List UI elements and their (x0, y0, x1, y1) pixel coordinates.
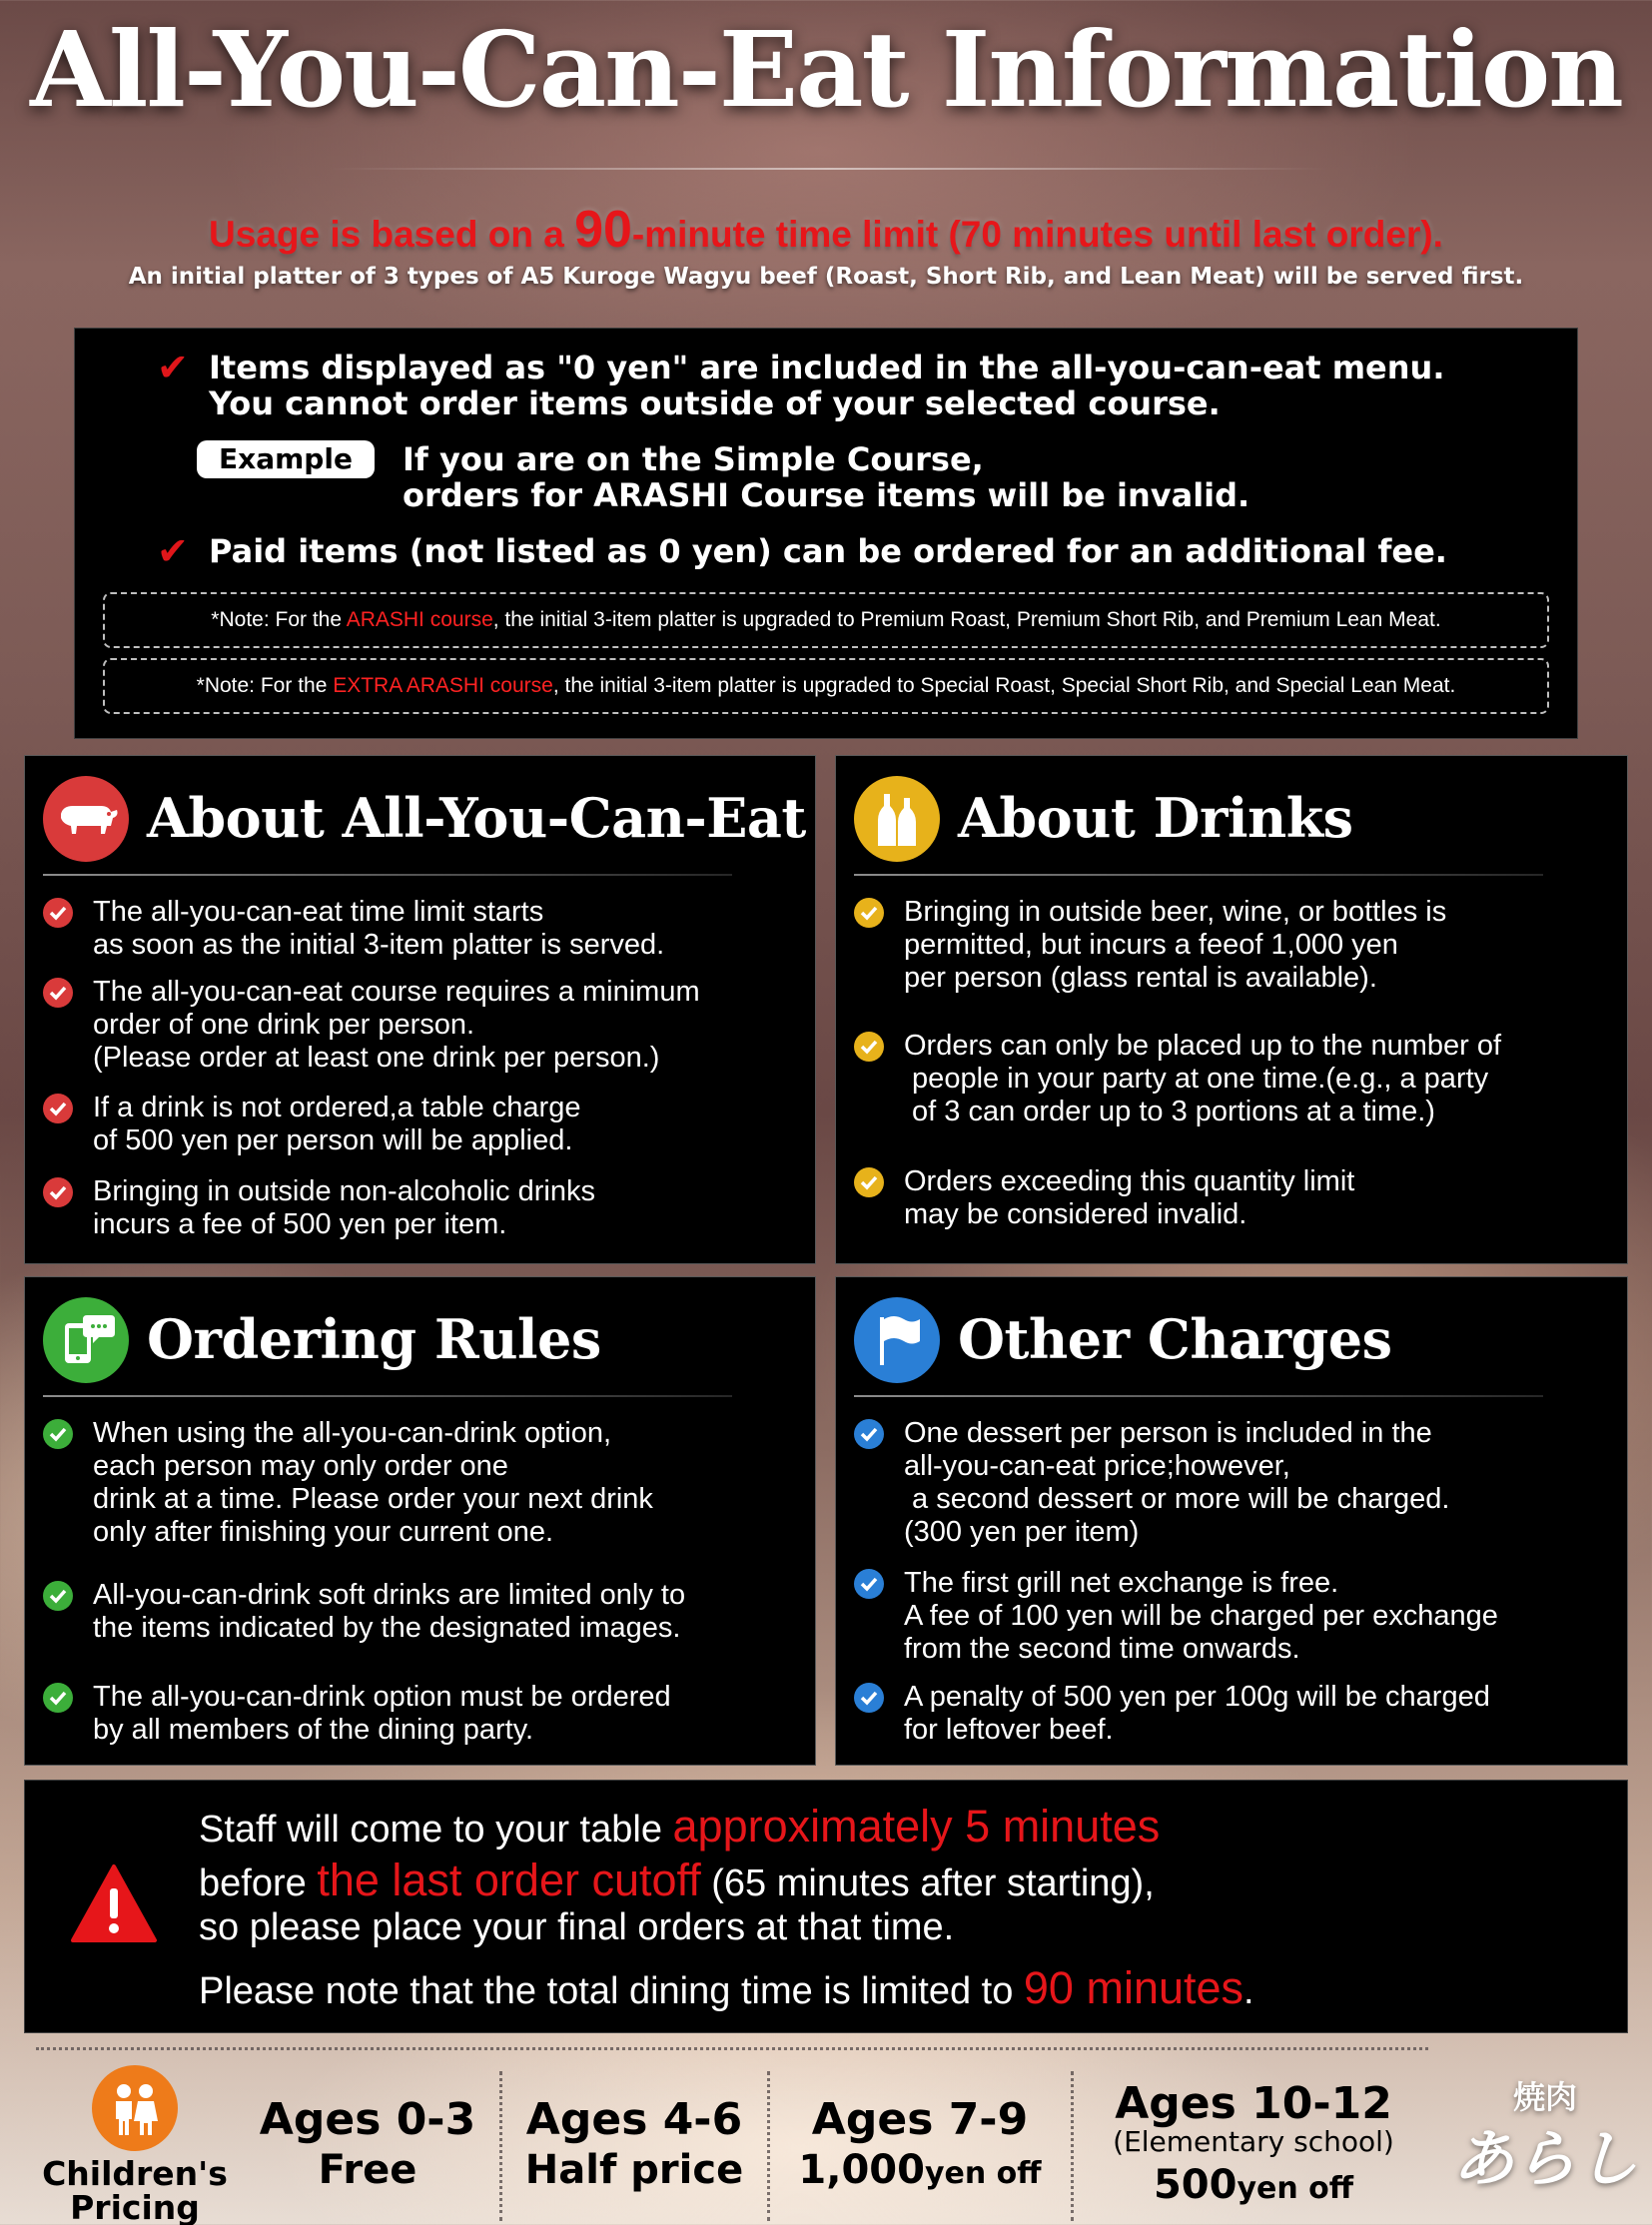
drinks-item-text: Orders can only be placed up to the number of people in your party at one time.(e.g., a party of 3 can order up to 3 portions at a time.) (904, 1030, 1502, 1127)
flag-icon (854, 1297, 940, 1383)
about-drinks-panel (835, 755, 1628, 1264)
children-icon (92, 2065, 178, 2151)
bottles-icon (854, 776, 940, 862)
tier-price-unit: yen off (924, 2156, 1042, 2191)
check-circle-icon (854, 898, 884, 928)
logo-top-text: 焼肉 (1512, 2078, 1577, 2116)
panel-title: About Drinks (958, 786, 1353, 850)
check-circle-icon (854, 1569, 884, 1599)
ordering-item-text: The all-you-can-drink option must be ordered by all members of the dining party. (93, 1681, 671, 1746)
panel-title: Other Charges (958, 1307, 1392, 1371)
warning-text: before (199, 1862, 318, 1904)
tier-price-unit: yen off (1237, 2171, 1354, 2206)
course-info-box (74, 328, 1578, 739)
ayce-item-text: If a drink is not ordered,a table charge of 500 yen per person will be applied. (93, 1092, 581, 1156)
title-divider (330, 168, 1328, 170)
column-separator (499, 2071, 502, 2221)
check-icon: ✔ (157, 529, 189, 573)
tier-price-amount: 500 (1153, 2162, 1238, 2208)
warning-highlight: 90 minutes (1023, 1962, 1244, 2013)
tier-age: Ages 7-9 (811, 2094, 1029, 2145)
check-circle-icon (854, 1683, 884, 1713)
warning-text: . (1243, 1970, 1254, 2012)
warning-line-4 (199, 1962, 1254, 2014)
extra-arashi-course-note (103, 658, 1549, 714)
warning-highlight: approximately 5 minutes (672, 1801, 1161, 1852)
check-circle-icon (43, 898, 73, 928)
drinks-item-text: Bringing in outside beer, wine, or bottles is permitted, but incurs a feeof 1,000 yen per person (glass rental is available). (904, 896, 1447, 994)
check-circle-icon (43, 1581, 73, 1611)
ayce-item-text: Bringing in outside non-alcoholic drinks incurs a fee of 500 yen per item. (93, 1175, 595, 1240)
logo-main-text: あらし (1451, 2122, 1638, 2195)
ordering-item-text: When using the all-you-can-drink option, each person may only order one drink at a time. Please order your next drink only after finishing your current one. (93, 1417, 653, 1548)
example-tag: Example (197, 440, 375, 478)
tier-note: (Elementary school) (1113, 2125, 1394, 2158)
cow-icon (43, 776, 129, 862)
drinks-item-text: Orders exceeding this quantity limit may be considered invalid. (904, 1165, 1355, 1230)
panel-divider (43, 874, 732, 876)
panel-title: Ordering Rules (147, 1307, 601, 1371)
check-circle-icon (43, 1094, 73, 1123)
charges-item-text: The first grill net exchange is free. A fee of 100 yen will be charged per exchange from the second time onwards. (904, 1567, 1498, 1665)
warning-icon (69, 1862, 159, 1944)
price-tier-10-12 (1081, 2078, 1426, 2221)
check-circle-icon (43, 1683, 73, 1713)
ordering-item-text: All-you-can-drink soft drinks are limited only to the items indicated by the designated images. (93, 1579, 686, 1644)
check-circle-icon (854, 1032, 884, 1062)
panel-divider (854, 1395, 1543, 1397)
column-separator (767, 2071, 770, 2221)
tier-price-amount: 1,000 (798, 2147, 925, 2193)
charges-item-text: A penalty of 500 yen per 100g will be charged for leftover beef. (904, 1681, 1490, 1746)
page-title: All-You-Can-Eat Information (30, 8, 1622, 131)
usage-text-pre: Usage is based on a (209, 214, 575, 255)
price-tier-0-3 (248, 2095, 487, 2195)
other-charges-panel (835, 1276, 1628, 1766)
price-tier-4-6 (509, 2095, 759, 2195)
warning-text: Please note that the total dining time is limited to (199, 1970, 1024, 2012)
initial-platter-note: An initial platter of 3 types of A5 Kuroge Wagyu beef (Roast, Short Rib, and Lean Meat) will be served first. (128, 264, 1524, 290)
tier-price: Free (318, 2147, 417, 2193)
ayce-item-text: The all-you-can-eat course requires a minimum order of one drink per person. (Please order at least one drink per person.) (93, 976, 700, 1074)
check-circle-icon (43, 1419, 73, 1449)
warning-highlight: the last order cutoff (317, 1854, 701, 1905)
check-circle-icon (854, 1419, 884, 1449)
warning-text: Staff will come to your table (199, 1809, 673, 1851)
column-separator (1071, 2071, 1074, 2221)
last-order-warning (24, 1780, 1628, 2033)
children-pricing-label (30, 2154, 240, 2225)
paid-items-rule: Paid items (not listed as 0 yen) can be ordered for an additional fee. (209, 532, 1447, 570)
example-line-2: orders for ARASHI Course items will be invalid. (403, 476, 1250, 514)
example-line-1: If you are on the Simple Course, (403, 440, 984, 478)
usage-minutes: 90 (574, 201, 632, 259)
tier-age: Ages 4-6 (525, 2094, 743, 2145)
ayce-item-text: The all-you-can-eat time limit starts as soon as the initial 3-item platter is served. (93, 896, 665, 961)
panel-divider (854, 874, 1543, 876)
usage-text-post: -minute time limit (70 minutes until last order). (631, 214, 1443, 255)
note-text: , the initial 3-item platter is upgraded to Special Roast, Special Short Rib, and Special Lean Meat. (552, 674, 1456, 697)
zero-yen-rule: Items displayed as "0 yen" are included in the all-you-can-eat menu. (209, 349, 1445, 386)
arashi-course-note (103, 592, 1549, 648)
ordering-rules-panel (24, 1276, 816, 1766)
arashi-course-name: ARASHI course (346, 608, 493, 631)
price-tier-7-9 (775, 2095, 1065, 2203)
check-icon: ✔ (157, 346, 189, 389)
tier-price: Half price (524, 2147, 744, 2193)
note-text: , the initial 3-item platter is upgraded to Premium Roast, Premium Short Rib, and Premium Lean Meat. (492, 608, 1441, 631)
tier-age: Ages 10-12 (1115, 2078, 1392, 2129)
panel-divider (43, 1395, 732, 1397)
warning-line-2 (199, 1854, 1155, 1906)
course-restriction-rule: You cannot order items outside of your selected course. (209, 384, 1221, 422)
about-ayce-panel (24, 755, 816, 1264)
extra-arashi-course-name: EXTRA ARASHI course (333, 674, 553, 697)
warning-line-3: so please place your final orders at that time. (199, 1906, 955, 1948)
warning-text: (65 minutes after starting), (700, 1862, 1155, 1904)
restaurant-logo (1450, 2077, 1640, 2217)
check-circle-icon (43, 978, 73, 1008)
tier-age: Ages 0-3 (259, 2094, 476, 2145)
usage-time-limit (0, 200, 1652, 260)
warning-line-1 (199, 1801, 1160, 1853)
charges-item-text: One dessert per person is included in the all-you-can-eat price;however, a second dessert or more will be charged. (300 yen per item) (904, 1417, 1450, 1548)
check-circle-icon (854, 1167, 884, 1197)
label-line: Pricing (70, 2188, 200, 2225)
label-line: Children's (42, 2154, 228, 2193)
note-text: *Note: For the (211, 608, 347, 631)
pricing-divider (36, 2047, 1428, 2050)
panel-title: About All-You-Can-Eat (147, 786, 806, 850)
note-text: *Note: For the (196, 674, 334, 697)
tablet-order-icon (43, 1297, 129, 1383)
check-circle-icon (43, 1177, 73, 1207)
